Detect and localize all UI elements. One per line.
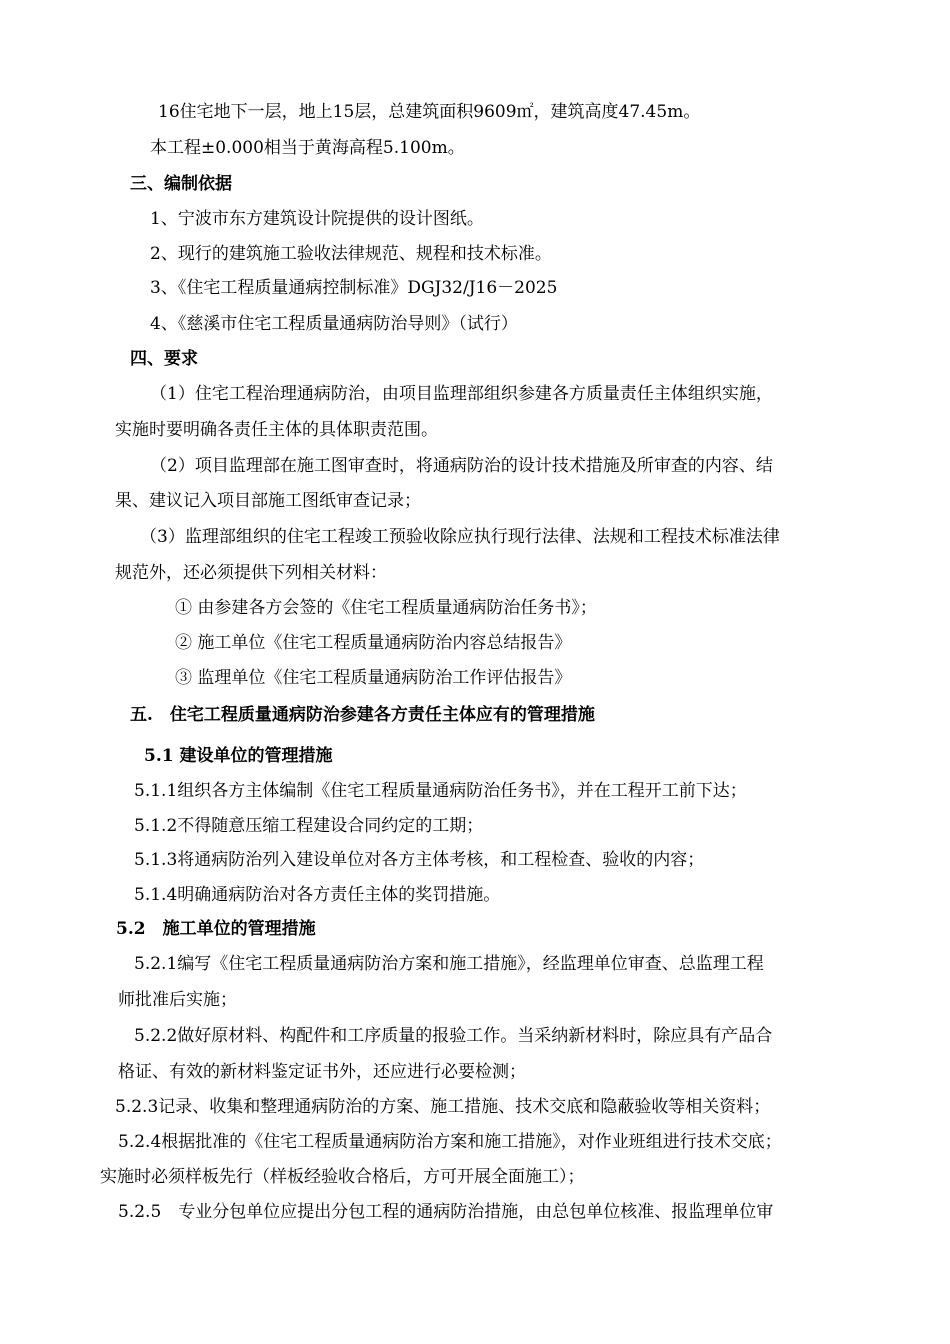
material-item-3: ③ 监理单位《住宅工程质量通病防治工作评估报告》 <box>175 668 572 688</box>
section-5-heading: 五. 住宅工程质量通病防治参建各方责任主体应有的管理措施 <box>130 705 595 725</box>
measure-5-2-4-line-1: 5.2.4根据批准的《住宅工程质量通病防治方案和施工措施》，对作业班组进行技术交底； <box>118 1132 782 1152</box>
subsection-5-1-heading: 5.1 建设单位的管理措施 <box>144 746 333 766</box>
basis-item-3: 3、《住宅工程质量通病控制标准》DGJ32/J16－2025 <box>150 278 558 298</box>
requirement-3-line-2: 规范外，还必须提供下列相关材料： <box>115 563 387 583</box>
overview-line-2: 本工程±0.000相当于黄海高程5.100m。 <box>150 138 465 158</box>
requirement-1-line-2: 实施时要明确各责任主体的具体职责范围。 <box>115 420 438 440</box>
measure-5-2-2-line-1: 5.2.2做好原材料、构配件和工序质量的报验工作。当采纳新材料时，除应具有产品合 <box>134 1026 773 1046</box>
measure-5-1-2: 5.1.2不得随意压缩工程建设合同约定的工期； <box>134 816 484 836</box>
requirement-1-line-1: （1）住宅工程治理通病防治，由项目监理部组织参建各方质量责任主体组织实施， <box>150 384 773 404</box>
requirement-2-line-2: 果、建议记入项目部施工图纸审查记录； <box>115 491 421 511</box>
material-item-2: ② 施工单位《住宅工程质量通病防治内容总结报告》 <box>175 633 572 653</box>
requirement-2-line-1: （2）项目监理部在施工图审查时，将通病防治的设计技术措施及所审查的内容、结 <box>150 456 773 476</box>
requirement-3-line-1: （3）监理部组织的住宅工程竣工预验收除应执行现行法律、法规和工程技术标准法律 <box>140 527 780 547</box>
measure-5-1-1: 5.1.1组织各方主体编制《住宅工程质量通病防治任务书》，并在工程开工前下达； <box>134 781 747 801</box>
measure-5-2-4-line-2: 实施时必须样板先行（样板经验收合格后，方可开展全面施工）； <box>100 1167 585 1187</box>
basis-item-2: 2、现行的建筑施工验收法律规范、规程和技术标准。 <box>150 244 552 264</box>
measure-5-2-3: 5.2.3记录、收集和整理通病防治的方案、施工措施、技术交底和隐蔽验收等相关资料； <box>115 1097 771 1117</box>
subsection-5-2-heading: 5.2 施工单位的管理措施 <box>116 919 316 939</box>
measure-5-1-4: 5.1.4明确通病防治对各方责任主体的奖罚措施。 <box>134 885 501 905</box>
material-item-1: ① 由参建各方会签的《住宅工程质量通病防治任务书》； <box>175 598 597 618</box>
basis-item-4: 4、《慈溪市住宅工程质量通病防治导则》（试行） <box>150 314 518 334</box>
section-3-heading: 三、编制依据 <box>130 174 232 194</box>
measure-5-2-1-line-1: 5.2.1编写《住宅工程质量通病防治方案和施工措施》，经监理单位审查、总监理工程 <box>134 954 764 974</box>
measure-5-2-1-line-2: 师批准后实施； <box>118 990 237 1010</box>
basis-item-1: 1、宁波市东方建筑设计院提供的设计图纸。 <box>150 209 484 229</box>
measure-5-2-5: 5.2.5 专业分包单位应提出分包工程的通病防治措施，由总包单位核准、报监理单位审 <box>118 1202 774 1222</box>
overview-line-1: 16住宅地下一层，地上15层，总建筑面积9609㎡，建筑高度47.45m。 <box>158 102 701 122</box>
section-4-heading: 四、要求 <box>130 349 198 369</box>
measure-5-1-3: 5.1.3将通病防治列入建设单位对各方主体考核，和工程检查、验收的内容； <box>134 850 705 870</box>
measure-5-2-2-line-2: 格证、有效的新材料鉴定证书外，还应进行必要检测； <box>118 1062 526 1082</box>
